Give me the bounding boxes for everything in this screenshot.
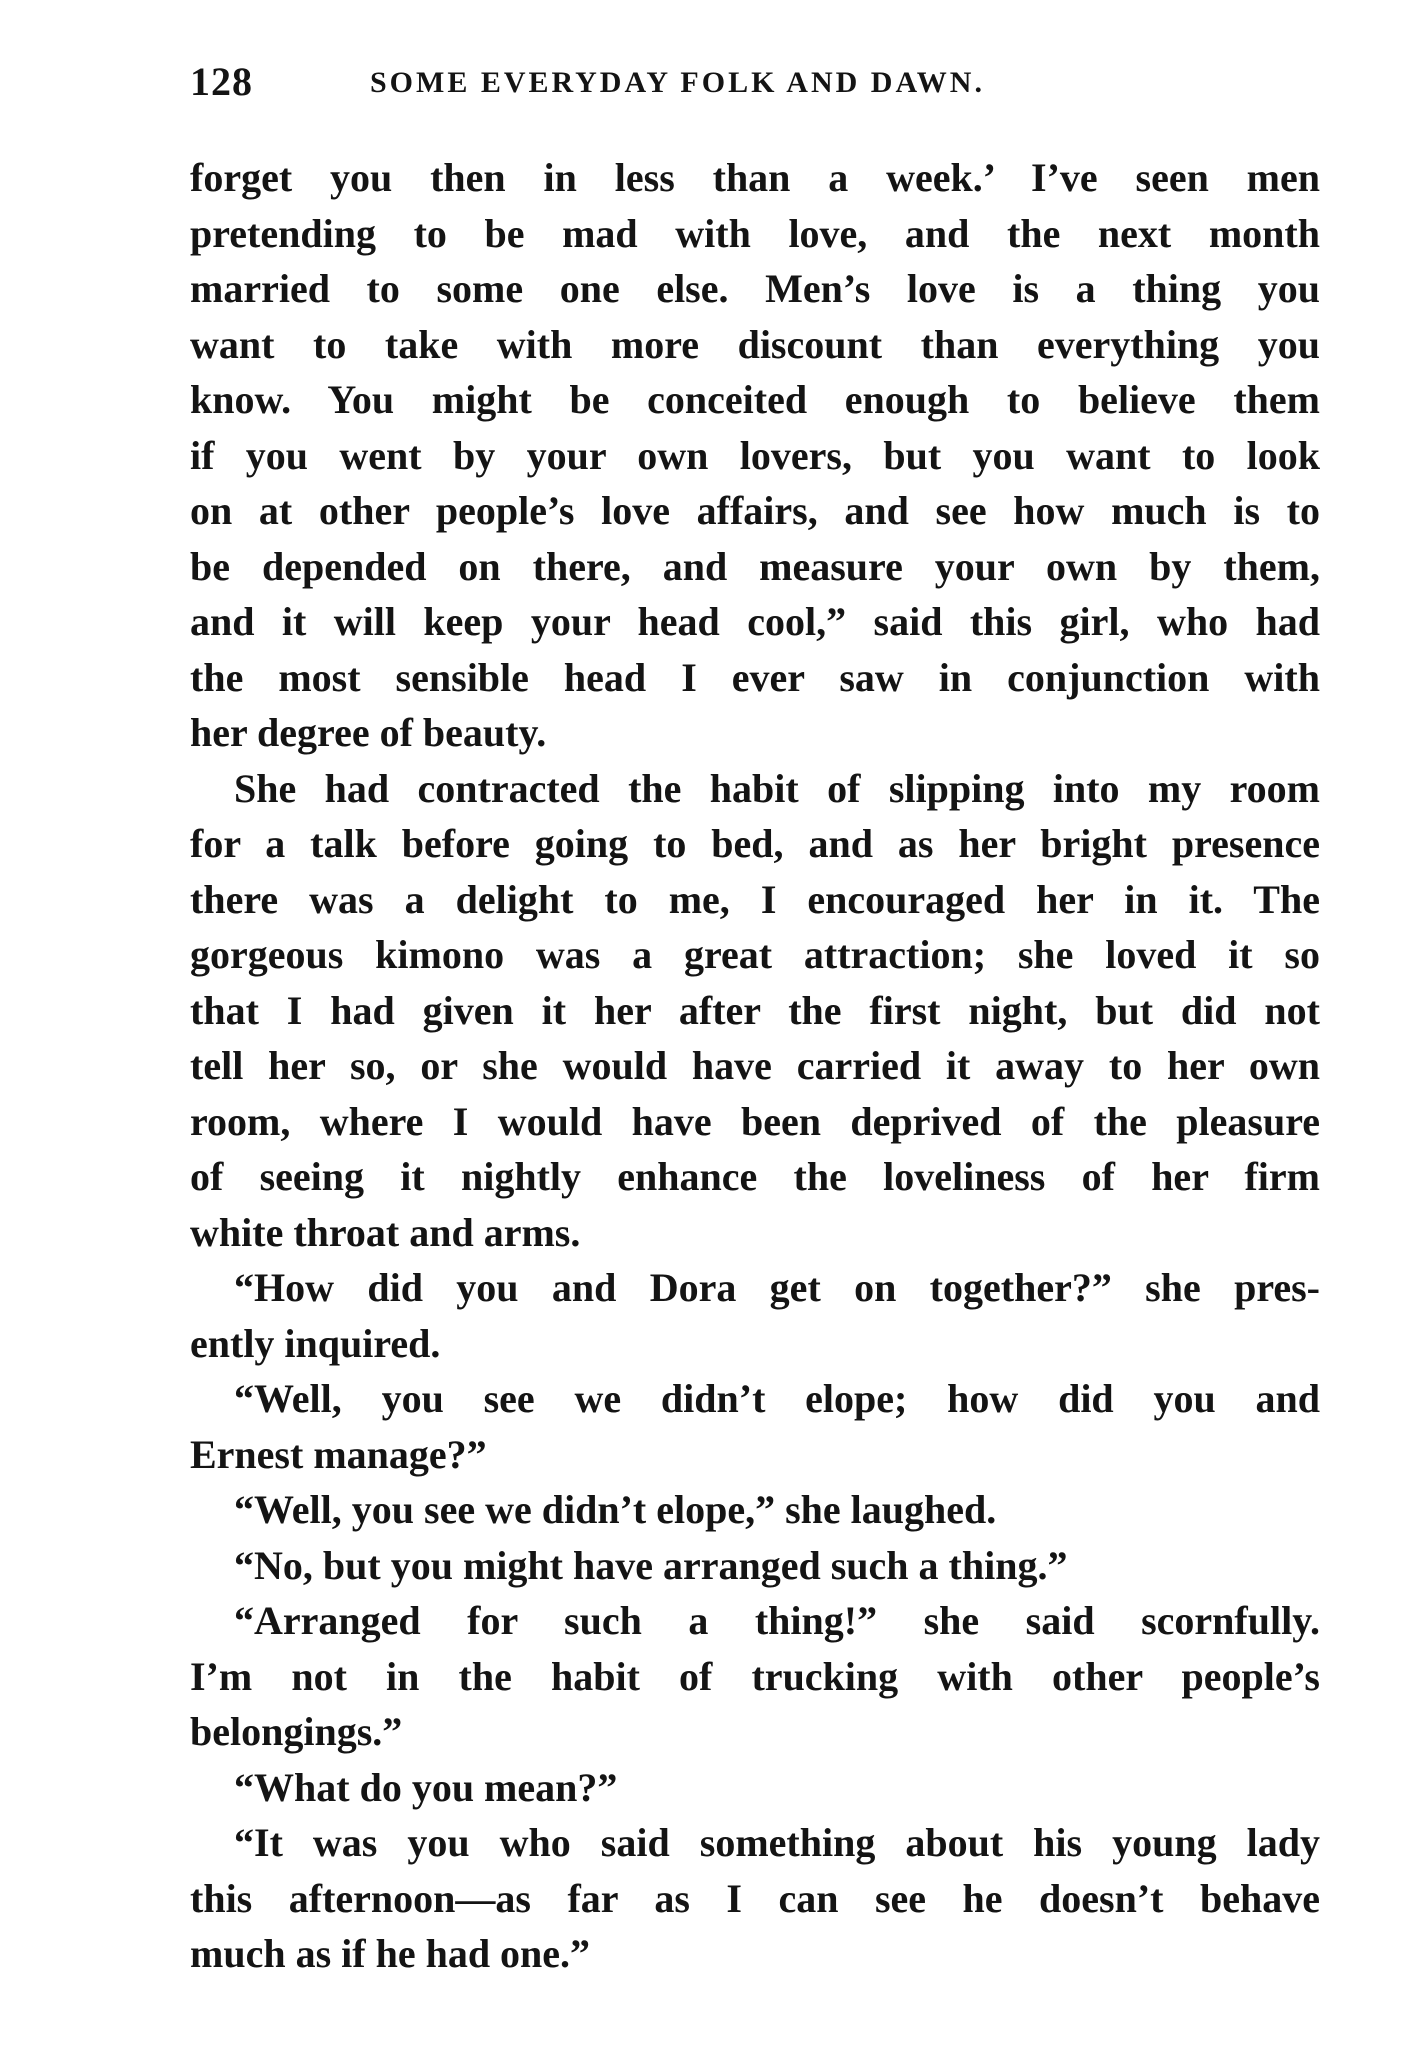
text-line: ently inquired. (190, 1320, 441, 1366)
text-line: Ernest manage?” (190, 1431, 487, 1477)
body-text (190, 150, 1320, 1982)
text-line: this afternoon—as far as I can see he doesn’t behave (190, 1875, 1320, 1921)
text-line: forget you then in less than a week.’ I’ve seen men (190, 155, 1320, 200)
running-head (190, 58, 1320, 108)
text-line: for a talk before going to bed, and as her bright presence (190, 821, 1320, 866)
text-line: white throat and arms. (190, 1209, 581, 1255)
page-number: 128 (190, 59, 253, 104)
text-line: her degree of beauty. (190, 710, 547, 755)
text-line: and it will keep your head cool,” said this girl, who had (190, 599, 1320, 644)
text-line: there was a delight to me, I encouraged her in it. The (190, 876, 1320, 922)
text-line: if you went by your own lovers, but you want to look (190, 432, 1320, 478)
text-line: married to some one else. Men’s love is a thing you (190, 266, 1320, 311)
text-line: the most sensible head I ever saw in conjunction with (190, 654, 1320, 700)
text-line: I’m not in the habit of trucking with other people’s (190, 1653, 1320, 1699)
text-line: that I had given it her after the first night, but did not (190, 987, 1320, 1033)
text-line: “How did you and Dora get on together?” she pres- (234, 1265, 1320, 1310)
text-line: “It was you who said something about his young lady (234, 1820, 1320, 1865)
text-line: belongings.” (190, 1709, 403, 1754)
book-title: SOME EVERYDAY FOLK AND DAWN. (370, 66, 985, 99)
text-line: “Well, you see we didn’t elope; how did you and (234, 1376, 1320, 1421)
text-line: She had contracted the habit of slipping into my room (234, 765, 1320, 811)
text-line: know. You might be conceited enough to believe them (190, 377, 1320, 422)
text-line: pretending to be mad with love, and the next month (190, 210, 1320, 256)
text-line: “What do you mean?” (234, 1764, 618, 1810)
text-line: “No, but you might have arranged such a thing.” (234, 1542, 1068, 1588)
text-line: “Arranged for such a thing!” she said scornfully. (234, 1598, 1320, 1643)
text-line: of seeing it nightly enhance the loveliness of her firm (190, 1154, 1320, 1199)
text-line: tell her so, or she would have carried it away to her own (190, 1043, 1320, 1088)
text-line: want to take with more discount than everything you (190, 321, 1320, 367)
text-line: be depended on there, and measure your own by them, (190, 543, 1320, 589)
text-line: gorgeous kimono was a great attraction; she loved it so (190, 932, 1320, 977)
text-line: room, where I would have been deprived of the pleasure (190, 1098, 1320, 1144)
text-line: “Well, you see we didn’t elope,” she laughed. (234, 1487, 997, 1532)
text-line: much as if he had one.” (190, 1931, 591, 1976)
text-line: on at other people’s love affairs, and see how much is to (190, 488, 1320, 533)
